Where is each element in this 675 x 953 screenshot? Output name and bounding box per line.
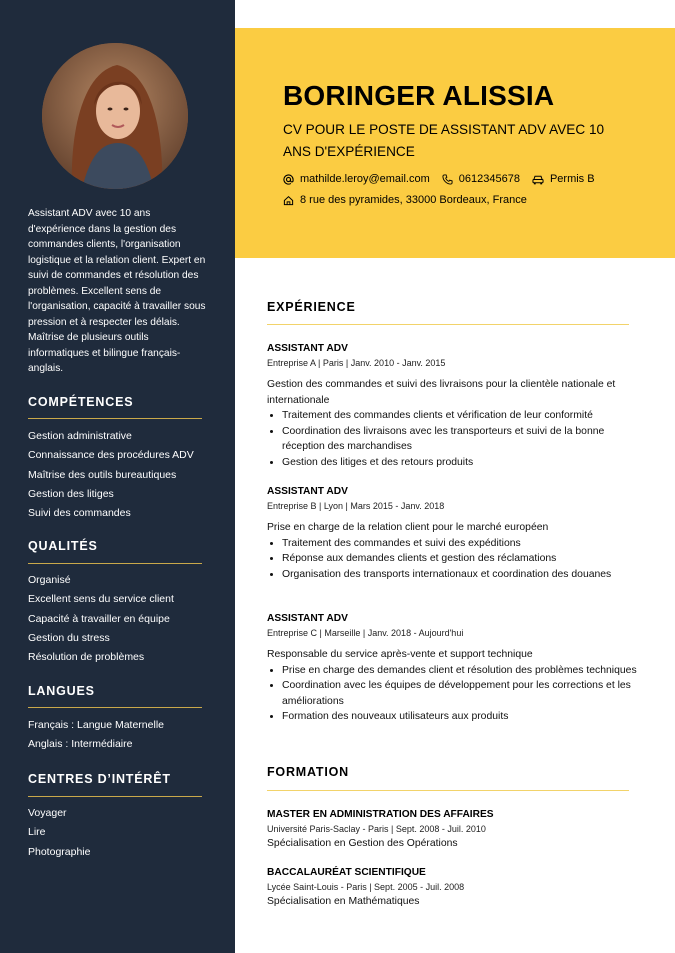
quality-item: Organisé xyxy=(28,574,71,586)
qualities-heading: QUALITÉS xyxy=(28,539,98,553)
quality-item: Résolution de problèmes xyxy=(28,651,145,664)
degree-meta: Lycée Saint-Louis - Paris | Sept. 2005 - Juil. 2008 xyxy=(267,882,465,892)
job-entry xyxy=(267,485,637,582)
education-entry xyxy=(267,866,637,909)
license-contact xyxy=(532,173,595,185)
phone-contact[interactable] xyxy=(442,173,520,185)
license-text: Permis B xyxy=(549,173,595,185)
skill-item: Gestion administrative xyxy=(28,430,132,442)
job-bullets xyxy=(267,536,637,583)
job-bullet: • Coordination avec les équipes de développement pour les corrections et les améliorations xyxy=(282,678,637,709)
degree-meta: Université Paris-Saclay - Paris | Sept. 2008 - Juil. 2010 xyxy=(267,824,486,834)
at-icon xyxy=(283,174,294,185)
profile-photo xyxy=(42,43,188,189)
quality-item: Excellent sens du service client xyxy=(28,593,174,606)
languages-heading: LANGUES xyxy=(28,684,95,698)
job-description: Prise en charge de la relation client pour le marché européen xyxy=(267,522,549,533)
degree-description: Spécialisation en Gestion des Opérations xyxy=(267,838,458,849)
languages-divider xyxy=(28,707,202,708)
interests-heading: CENTRES D’INTÉRÊT xyxy=(28,772,171,786)
job-bullet: • Organisation des transports internationaux et coordination des douanes xyxy=(282,567,637,583)
job-bullet: • Traitement des commandes clients et vérification de leur conformité xyxy=(282,408,637,424)
interests-list xyxy=(28,804,228,862)
skill-item: Maîtrise des outils bureautiques xyxy=(28,468,177,481)
email-text: mathilde.leroy@email.com xyxy=(300,173,430,185)
address-text: 8 rue des pyramides, 33000 Bordeaux, France xyxy=(300,194,527,206)
language-item: Anglais : Intermédiaire xyxy=(28,738,133,751)
job-meta: Entreprise B | Lyon | Mars 2015 - Janv. 2018 xyxy=(267,501,445,511)
job-bullet: • Traitement des commandes et suivi des expéditions xyxy=(282,536,637,552)
job-entry xyxy=(267,612,637,725)
skill-item: Connaissance des procédures ADV xyxy=(28,449,194,462)
job-meta: Entreprise A | Paris | Janv. 2010 - Janv. 2015 xyxy=(267,358,446,368)
home-icon xyxy=(283,195,294,206)
interest-item: Lire xyxy=(28,826,46,839)
phone-icon xyxy=(442,174,453,185)
job-title: ASSISTANT ADV xyxy=(267,343,348,354)
language-item: Français : Langue Maternelle xyxy=(28,719,164,731)
job-entry xyxy=(267,342,637,471)
job-title: ASSISTANT ADV xyxy=(267,486,348,497)
education-entry xyxy=(267,808,637,851)
job-bullets xyxy=(267,663,637,725)
qualities-list xyxy=(28,571,228,667)
address-row xyxy=(283,194,539,206)
job-bullet: • Gestion des litiges et des retours produits xyxy=(282,455,637,471)
languages-list xyxy=(28,716,228,755)
qualities-divider xyxy=(28,563,202,564)
phone-text: 0612345678 xyxy=(458,173,520,185)
job-bullet: • Formation des nouveaux utilisateurs aux produits xyxy=(282,709,637,725)
education-divider xyxy=(267,790,629,791)
job-description: Gestion des commandes et suivi des livraisons pour la clientèle nationale et internationale xyxy=(267,379,616,406)
job-description: Responsable du service après-vente et support technique xyxy=(267,649,533,660)
email-contact[interactable] xyxy=(283,173,430,185)
experience-heading: EXPÉRIENCE xyxy=(267,300,356,314)
interest-item: Voyager xyxy=(28,807,67,819)
job-title: ASSISTANT ADV xyxy=(267,613,348,624)
interests-divider xyxy=(28,796,202,797)
car-icon xyxy=(532,174,544,185)
cv-title: CV POUR LE POSTE DE ASSISTANT ADV AVEC 10 ANS D'EXPÉRIENCE xyxy=(283,122,605,159)
skill-item: Suivi des commandes xyxy=(28,507,131,520)
sidebar xyxy=(0,0,235,953)
education-heading: FORMATION xyxy=(267,765,349,779)
degree-title: BACCALAURÉAT SCIENTIFIQUE xyxy=(267,867,426,878)
job-bullet: • Coordination des livraisons avec les transporteurs et suivi de la bonne réception des marchandises xyxy=(282,424,637,455)
skills-heading: COMPÉTENCES xyxy=(28,395,134,409)
header-banner xyxy=(235,28,675,258)
profile-summary: Assistant ADV avec 10 ans d'expérience dans la gestion des commandes clients, l'organisation logistique et la relation client. Expert en suivi de commandes et résolution des problèmes. Excellent sens de l'organisation, capacité à travailler sous pression et à respecter les délais. Maîtrise de plusieurs outils informatiques et bilingue français-anglais. xyxy=(28,208,206,374)
quality-item: Capacité à travailler en équipe xyxy=(28,612,170,625)
degree-description: Spécialisation en Mathématiques xyxy=(267,896,420,907)
degree-title: MASTER EN ADMINISTRATION DES AFFAIRES xyxy=(267,809,494,820)
address-contact xyxy=(283,194,527,206)
interest-item: Photographie xyxy=(28,845,91,858)
quality-item: Gestion du stress xyxy=(28,631,110,644)
job-meta: Entreprise C | Marseille | Janv. 2018 - Aujourd'hui xyxy=(267,628,464,638)
candidate-name: BORINGER ALISSIA xyxy=(283,80,555,111)
contact-row xyxy=(283,173,607,185)
skills-list xyxy=(28,427,228,523)
skill-item: Gestion des litiges xyxy=(28,487,114,500)
experience-divider xyxy=(267,324,629,325)
skills-divider xyxy=(28,418,202,419)
job-bullet: • Prise en charge des demandes client et résolution des problèmes techniques xyxy=(282,663,637,679)
job-bullet: • Réponse aux demandes clients et gestion des réclamations xyxy=(282,551,637,567)
job-bullets xyxy=(267,408,637,470)
